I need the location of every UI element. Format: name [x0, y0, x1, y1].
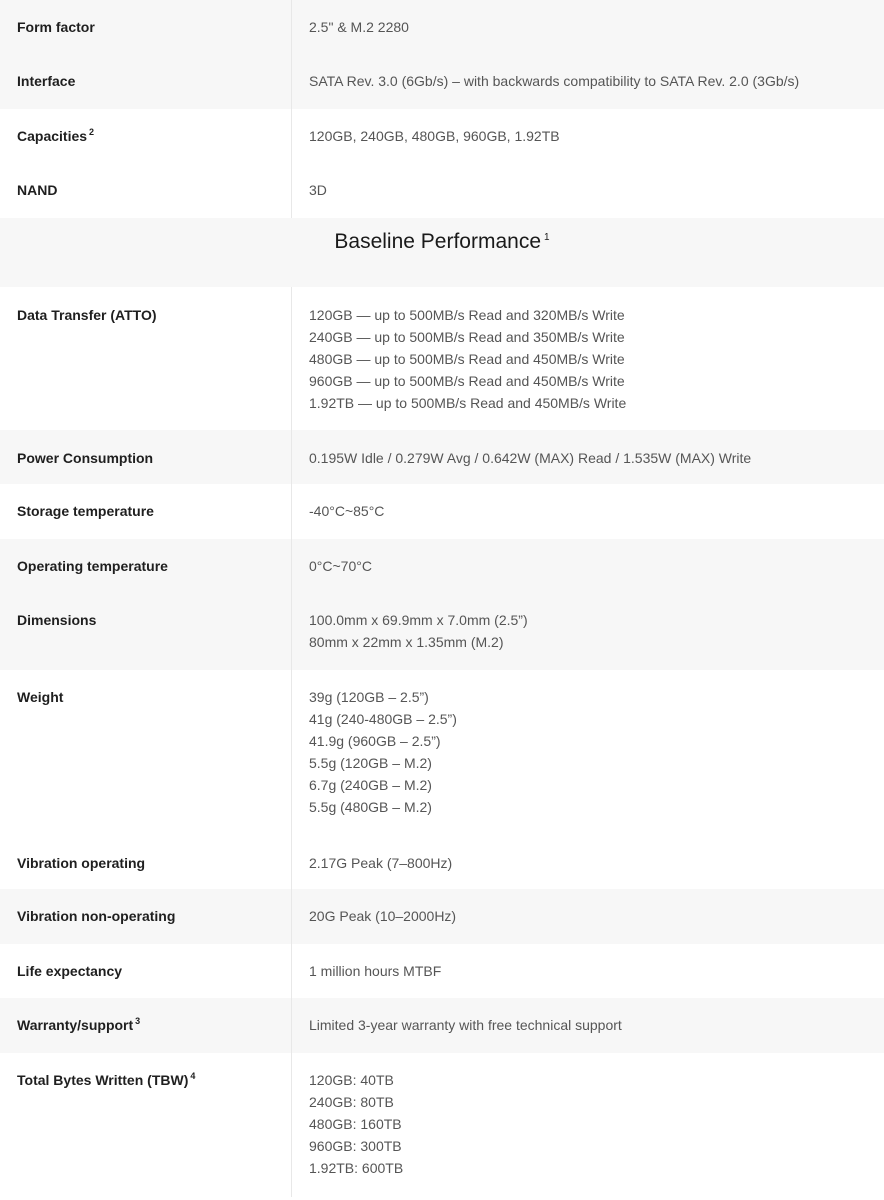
spec-label-text: NAND [17, 182, 58, 198]
spec-row-vibration-non-operating [0, 889, 884, 944]
spec-value-line: 6.7g (240GB – M.2) [309, 777, 432, 793]
spec-row-power-consumption [0, 430, 884, 484]
spec-row-warranty-support [0, 998, 884, 1053]
spec-label-text: Life expectancy [17, 963, 123, 979]
spec-value-line: 3D [309, 182, 327, 198]
spec-label [0, 889, 292, 944]
spec-label-text: Vibration operating [17, 855, 146, 871]
spec-row-capacities [0, 109, 884, 163]
footnote-marker: 2 [89, 127, 95, 138]
spec-label [0, 1053, 292, 1197]
spec-row-total-bytes-written-tbw [0, 1053, 884, 1197]
spec-value-line: Limited 3-year warranty with free technical support [309, 1017, 622, 1033]
spec-value [292, 998, 884, 1053]
spec-value [292, 484, 884, 539]
spec-value [292, 1053, 884, 1197]
spec-value-line: 0°C~70°C [309, 558, 372, 574]
spec-row-weight [0, 670, 884, 835]
spec-row-operating-temperature [0, 539, 884, 593]
spec-label-text: Weight [17, 689, 64, 705]
spec-value-line: 1.92TB: 600TB [309, 1160, 404, 1176]
spec-value [292, 287, 884, 430]
spec-value-line: 120GB: 40TB [309, 1072, 394, 1088]
spec-label [0, 287, 292, 430]
spec-value-line: 80mm x 22mm x 1.35mm (M.2) [309, 634, 504, 650]
spec-row-life-expectancy [0, 944, 884, 998]
spec-value-line: 20G Peak (10–2000Hz) [309, 908, 457, 924]
spec-row-data-transfer-atto [0, 287, 884, 430]
spec-value-line: 5.5g (480GB – M.2) [309, 799, 432, 815]
spec-value-line: 2.5" & M.2 2280 [309, 19, 409, 35]
spec-value [292, 944, 884, 998]
spec-value-line: 120GB — up to 500MB/s Read and 320MB/s Write [309, 307, 625, 323]
spec-value-line: 960GB: 300TB [309, 1138, 402, 1154]
spec-label-text: Form factor [17, 19, 95, 35]
spec-label [0, 593, 292, 670]
spec-label-text: Vibration non-operating [17, 908, 176, 924]
spec-label-text: Storage temperature [17, 503, 154, 519]
spec-value-line: 41g (240-480GB – 2.5”) [309, 711, 457, 727]
spec-row-form-factor [0, 0, 884, 54]
spec-value-line: 960GB — up to 500MB/s Read and 450MB/s Write [309, 373, 625, 389]
spec-row-dimensions [0, 593, 884, 670]
spec-label [0, 835, 292, 889]
spec-label [0, 998, 292, 1053]
spec-value-line: 39g (120GB – 2.5”) [309, 689, 429, 705]
spec-label-text: Operating temperature [17, 558, 168, 574]
spec-value-line: -40°C~85°C [309, 503, 385, 519]
spec-value [292, 109, 884, 163]
spec-value-line: 240GB: 80TB [309, 1094, 394, 1110]
section-title-text: Baseline Performance [334, 230, 542, 253]
spec-value-line: 480GB — up to 500MB/s Read and 450MB/s Write [309, 351, 625, 367]
spec-label-text: Dimensions [17, 612, 97, 628]
spec-value-line: 100.0mm x 69.9mm x 7.0mm (2.5”) [309, 612, 528, 628]
spec-label [0, 670, 292, 835]
spec-rows-bottom [0, 287, 884, 1197]
spec-label-text: Interface [17, 73, 76, 89]
spec-label [0, 0, 292, 54]
spec-label-text: Data Transfer (ATTO) [17, 307, 157, 323]
section-title-footnote: 1 [544, 232, 550, 243]
spec-value [292, 889, 884, 944]
spec-value-line: 480GB: 160TB [309, 1116, 402, 1132]
section-header [0, 218, 884, 287]
spec-value [292, 0, 884, 54]
spec-label-text: Warranty/support [17, 1017, 134, 1033]
spec-label [0, 539, 292, 593]
spec-label-text: Capacities [17, 128, 88, 144]
spec-value-line: SATA Rev. 3.0 (6Gb/s) – with backwards compatibility to SATA Rev. 2.0 (3Gb/s) [309, 73, 800, 89]
footnote-marker: 3 [135, 1016, 141, 1027]
spec-value [292, 593, 884, 670]
spec-row-interface [0, 54, 884, 109]
spec-label [0, 54, 292, 109]
spec-value-line: 120GB, 240GB, 480GB, 960GB, 1.92TB [309, 128, 560, 144]
footnote-marker: 4 [190, 1071, 196, 1082]
spec-value-line: 1.92TB — up to 500MB/s Read and 450MB/s Write [309, 395, 627, 411]
spec-label-text: Total Bytes Written (TBW) [17, 1072, 189, 1088]
spec-row-vibration-operating [0, 835, 884, 889]
spec-label [0, 430, 292, 484]
spec-value [292, 835, 884, 889]
spec-value [292, 670, 884, 835]
spec-value-line: 5.5g (120GB – M.2) [309, 755, 432, 771]
spec-value [292, 163, 884, 218]
spec-value [292, 54, 884, 109]
spec-label-text: Power Consumption [17, 450, 154, 466]
spec-label [0, 109, 292, 163]
spec-value [292, 430, 884, 484]
spec-label [0, 944, 292, 998]
spec-value [292, 539, 884, 593]
spec-value-line: 41.9g (960GB – 2.5”) [309, 733, 441, 749]
spec-value-line: 2.17G Peak (7–800Hz) [309, 855, 453, 871]
section-title [334, 229, 549, 287]
spec-label [0, 484, 292, 539]
spec-value-line: 0.195W Idle / 0.279W Avg / 0.642W (MAX) Read / 1.535W (MAX) Write [309, 450, 752, 466]
spec-value-line: 240GB — up to 500MB/s Read and 350MB/s Write [309, 329, 625, 345]
spec-row-nand [0, 163, 884, 218]
spec-value-line: 1 million hours MTBF [309, 963, 442, 979]
spec-label [0, 163, 292, 218]
spec-rows-top [0, 0, 884, 218]
spec-row-storage-temperature [0, 484, 884, 539]
